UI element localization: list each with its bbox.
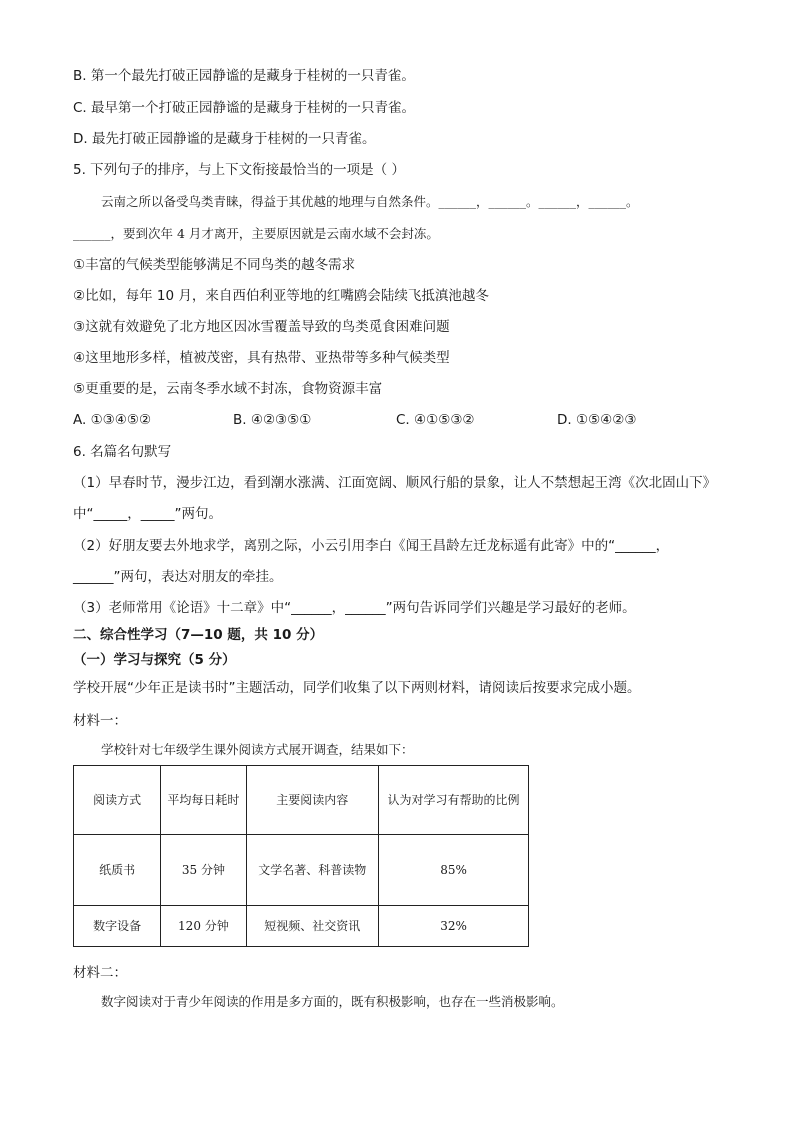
q5-item-2: ②比如，每年 10 月，来自西伯利亚等地的红嘴鸥会陆续飞抵滇池越冬 bbox=[73, 288, 489, 304]
q5-option-a: A. ①③④⑤② bbox=[73, 412, 152, 428]
material1-label: 材料一： bbox=[73, 713, 127, 729]
q5-item-1: ①丰富的气候类型能够满足不同鸟类的越冬需求 bbox=[73, 257, 356, 273]
q6-part3-line1: （3）老师常用《论语》十二章》中“______，______”两句告诉同学们兴趣是学习最好的老师。 bbox=[73, 600, 636, 616]
q4-option-b: B. 第一个最先打破正园静谧的是藏身于桂树的一只青雀。 bbox=[73, 68, 415, 84]
q6-stem: 6. 名篇名句默写 bbox=[73, 444, 172, 460]
q5-passage-line1: 云南之所以备受鸟类青睐，得益于其优越的地理与自然条件。______，______。______，______。 bbox=[101, 194, 639, 209]
q5-stem: 5. 下列句子的排序，与上下文衔接最恰当的一项是（ ） bbox=[73, 162, 405, 178]
q5-option-b: B. ④②③⑤① bbox=[233, 412, 312, 428]
table-cell: 35 分钟 bbox=[161, 835, 246, 906]
table-header-cell: 主要阅读内容 bbox=[246, 766, 379, 835]
table-cell: 数字设备 bbox=[74, 906, 161, 947]
table-header-cell: 认为对学习有帮助的比例 bbox=[379, 766, 529, 835]
material1-text: 学校针对七年级学生课外阅读方式展开调查，结果如下： bbox=[101, 742, 414, 757]
survey-table bbox=[73, 765, 529, 947]
q4-option-d: D. 最先打破正园静谧的是藏身于桂树的一只青雀。 bbox=[73, 131, 376, 147]
q5-passage-line2: ______，要到次年 4 月才离开，主要原因就是云南水域不会封冻。 bbox=[73, 226, 439, 241]
table-header-row bbox=[74, 766, 529, 835]
q5-option-c: C. ④①⑤③② bbox=[396, 412, 475, 428]
q4-option-c: C. 最早第一个打破正园静谧的是藏身于桂树的一只青雀。 bbox=[73, 100, 416, 116]
section-heading: 二、综合性学习（7—10 题，共 10 分） bbox=[73, 627, 324, 643]
table-cell: 文学名著、科普读物 bbox=[246, 835, 379, 906]
q6-part2-line2: ______”两句，表达对朋友的牵挂。 bbox=[73, 569, 283, 585]
table-header-cell: 阅读方式 bbox=[74, 766, 161, 835]
activity-intro: 学校开展“少年正是读书时”主题活动，同学们收集了以下两则材料，请阅读后按要求完成小题。 bbox=[73, 680, 641, 696]
table-cell: 120 分钟 bbox=[161, 906, 246, 947]
material2-label: 材料二： bbox=[73, 965, 127, 981]
table-cell: 短视频、社交资讯 bbox=[246, 906, 379, 947]
q5-item-3: ③这就有效避免了北方地区因冰雪覆盖导致的鸟类觅食困难问题 bbox=[73, 319, 450, 335]
table-cell: 32% bbox=[379, 906, 529, 947]
q5-item-4: ④这里地形多样，植被茂密，具有热带、亚热带等多种气候类型 bbox=[73, 350, 450, 366]
q5-item-5: ⑤更重要的是，云南冬季水域不封冻，食物资源丰富 bbox=[73, 381, 383, 397]
sub-heading: （一）学习与探究（5 分） bbox=[73, 652, 236, 668]
q6-part1-line2: 中“_____，_____”两句。 bbox=[73, 506, 222, 522]
table-header-cell: 平均每日耗时 bbox=[161, 766, 246, 835]
q6-part2-line1: （2）好朋友要去外地求学，离别之际，小云引用李白《闻王昌龄左迁龙标遥有此寄》中的“______， bbox=[73, 538, 670, 554]
table-row bbox=[74, 906, 529, 947]
q5-option-d: D. ①⑤④②③ bbox=[557, 412, 637, 428]
table-cell: 85% bbox=[379, 835, 529, 906]
table-cell: 纸质书 bbox=[74, 835, 161, 906]
table-row bbox=[74, 835, 529, 906]
q6-part1-line1: （1）早春时节，漫步江边，看到潮水涨满、江面宽阔、顺风行船的景象，让人不禁想起王湾《次北固山下》 bbox=[73, 475, 717, 491]
material2-text: 数字阅读对于青少年阅读的作用是多方面的，既有积极影响，也存在一些消极影响。 bbox=[101, 994, 564, 1009]
